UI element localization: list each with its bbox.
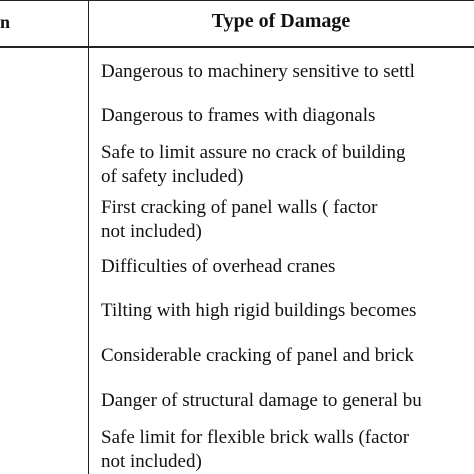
table-row	[101, 104, 375, 128]
row-text-line: Difficulties of overhead cranes	[101, 256, 336, 277]
row-text-line: First cracking of panel walls ( factor	[101, 197, 378, 218]
table-row	[101, 389, 422, 413]
row-text-line: Dangerous to frames with diagonals	[101, 105, 376, 126]
table-row	[101, 196, 377, 244]
row-text-line: Considerable cracking of panel and brick	[101, 345, 414, 366]
table-row	[101, 426, 409, 474]
row-text-line: Danger of structural damage to general bu	[101, 390, 422, 411]
row-text-line: Safe limit for flexible brick walls (factor	[101, 427, 410, 448]
row-text-line: of safety included)	[101, 166, 244, 187]
table-row	[101, 344, 414, 368]
row-text-line: Tilting with high rigid buildings becomes	[101, 300, 417, 321]
column-divider	[88, 0, 89, 474]
row-text-line: Dangerous to machinery sensitive to settl	[101, 61, 415, 82]
header-rule	[0, 46, 474, 48]
table-top-rule	[0, 0, 474, 1]
header-type-of-damage: Type of Damage	[211, 10, 351, 32]
table-row	[101, 299, 416, 323]
table-row	[101, 60, 415, 84]
row-text-line: Safe to limit assure no crack of building	[101, 142, 406, 163]
header-left-cell: n	[0, 12, 11, 32]
row-text-line: not included)	[101, 451, 202, 472]
row-text-line: not included)	[101, 221, 202, 242]
table-row	[101, 255, 335, 279]
table-row	[101, 141, 405, 189]
